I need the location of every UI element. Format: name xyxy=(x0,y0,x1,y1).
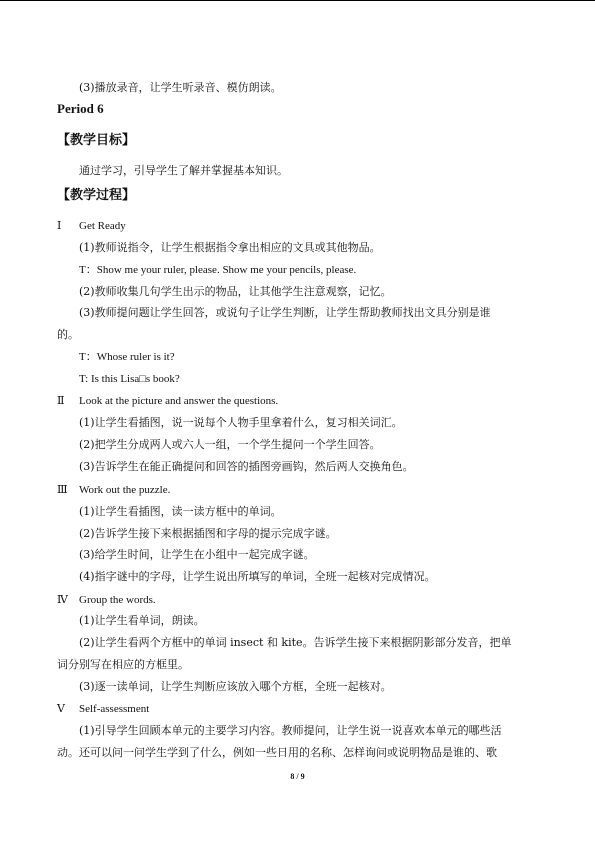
section-2-line: (1)让学生看插图，说一说每个人物手里拿着什么，复习相关词汇。 xyxy=(79,416,403,429)
section-1-line: (1)教师说指令，让学生根据指令拿出相应的文具或其他物品。 xyxy=(79,241,381,254)
objectives-heading: 【教学目标】 xyxy=(57,133,136,148)
process-heading: 【教学过程】 xyxy=(57,188,136,203)
section-4-numeral: Ⅳ xyxy=(57,593,68,606)
section-1-line: T：Whose ruler is it? xyxy=(79,351,175,363)
section-1-line: 的。 xyxy=(57,328,79,341)
section-1-line: (2)教师收集几句学生出示的物品，让其他学生注意观察，记忆。 xyxy=(79,285,392,298)
section-5-line: (1)引导学生回顾本单元的主要学习内容。教师提问，让学生说一说喜欢本单元的哪些活 xyxy=(79,724,502,737)
section-1-numeral: Ⅰ xyxy=(57,219,62,232)
section-4-title: Group the words. xyxy=(79,594,156,606)
section-1-title: Get Ready xyxy=(79,220,126,232)
period-title: Period 6 xyxy=(57,101,104,116)
section-1-line: T: Is this Lisa□s book? xyxy=(79,373,180,385)
section-3-numeral: Ⅲ xyxy=(57,483,68,496)
section-3-line: (4)指字谜中的字母，让学生说出所填写的单词，全班一起核对完成情况。 xyxy=(79,570,436,583)
section-3-title: Work out the puzzle. xyxy=(79,484,171,496)
objectives-text: 通过学习，引导学生了解并掌握基本知识。 xyxy=(79,164,288,177)
section-1-line: (3)教师提问题让学生回答，或说句子让学生判断，让学生帮助教师找出文具分别是谁 xyxy=(79,306,491,319)
section-3-line: (1)让学生看插图，读一读方框中的单词。 xyxy=(79,505,282,518)
section-4-line: (2)让学生看两个方框中的单词 insect 和 kite。告诉学生接下来根据阴影部分发音，把单 xyxy=(79,636,512,649)
section-1-line: T：Show me your ruler, please. Show me your pencils, please. xyxy=(79,264,357,276)
section-4-line: (1)让学生看单词，朗读。 xyxy=(79,614,205,627)
section-3-line: (2)告诉学生接下来根据插图和字母的提示完成字谜。 xyxy=(79,527,337,540)
section-3-line: (3)给学生时间，让学生在小组中一起完成字谜。 xyxy=(79,548,315,561)
section-5-title: Self-assessment xyxy=(79,703,150,715)
section-2-line: (2)把学生分成两人或六人一组，一个学生提问一个学生回答。 xyxy=(79,438,381,451)
section-4-line: (3)逐一读单词，让学生判断应该放入哪个方框，全班一起核对。 xyxy=(79,680,392,693)
section-2-numeral: Ⅱ xyxy=(57,394,65,407)
section-4-line: 词分别写在相应的方框里。 xyxy=(57,658,189,671)
section-2-title: Look at the picture and answer the questions. xyxy=(79,395,279,407)
section-5-numeral: Ⅴ xyxy=(57,702,65,715)
page-number: 8 / 9 xyxy=(290,772,305,781)
intro-line: (3)播放录音，让学生听录音、模仿朗读。 xyxy=(79,81,282,94)
section-5-line: 动。还可以问一问学生学到了什么，例如一些日用的名称、怎样询问或说明物品是谁的、歌 xyxy=(57,746,497,759)
section-2-line: (3)告诉学生在能正确提问和回答的插图旁画钩，然后两人交换角色。 xyxy=(79,460,414,473)
